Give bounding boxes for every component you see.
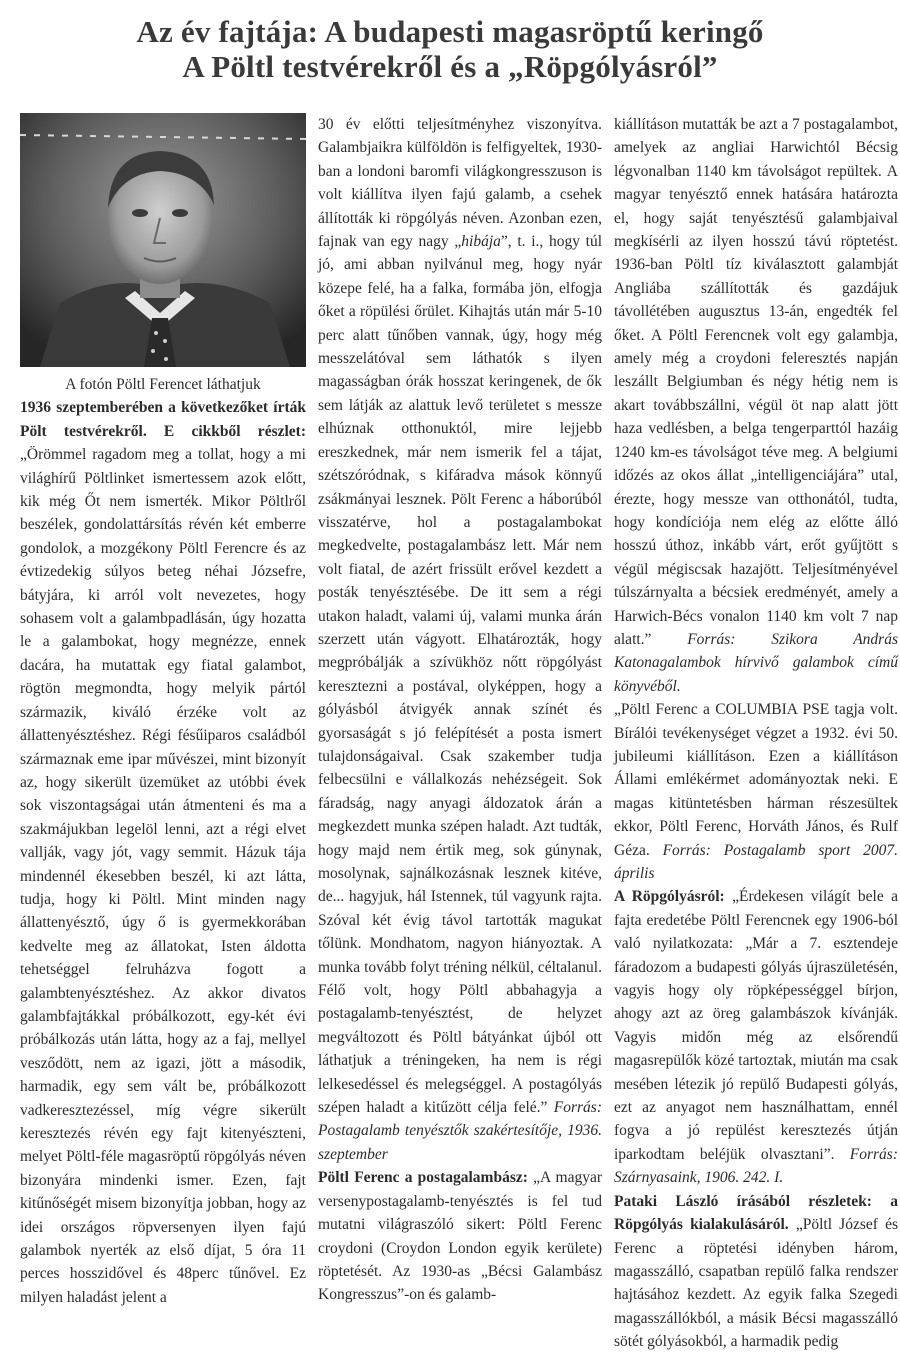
title-line-2: A Pöltl testvérekről és a „Röpgólyásról” bbox=[182, 49, 718, 84]
col3-body-a: kiállításon mutatták be azt a 7 postagalambot, amelyek az angliai Harwichtól Bécsig légvonalban 1140 km távolságot repültek. A magyar tenyésztő ennek hatására határozta el, hogy saját tenyésztésű galambjaival megkísérli az ilyen hosszú távú röptetést. 1936-ban Pöltl tíz kiválasztott galambját Angliába szállították és gazdájuk távollétében augusztus 13-án, engedték fel őket. A Pöltl Ferencnek volt egy galambja, amely még a croydoni feleresztés napján leszállt Belgiumban és négy hétig nem is akart továbbszállni, végül öt nap alatt jött haza vedlésben, a belga tengerparttól hazáig 1240 km-es távolságot téve meg. A belgiumi időzés az okos állat „intelligenciájára” utal, érezte, hogy messze van otthonától, tudta, hogy kondíciója nem elég az előtte álló hosszú úthoz, inkább várt, erőt gyűjtött s végül mégiscsak hazajött. Teljesítményével túlszárnyalta a bécsiek eredményét, amely a Harwich-Bécs vonalon 1140 km volt 7 nap alatt.” bbox=[614, 116, 898, 648]
col3-paragraph-2 bbox=[614, 698, 898, 885]
col3-body-d: „Pöltl József és Ferenc a röptetési idényben három, magasszálló, csapatban repülő falka rendszer hajtásához kezdett. Az egyik falka Szegedi magasszállókból, a másik Bécsi magasszálló sötét gólyásokból, a harmadik pedig bbox=[614, 1216, 898, 1351]
column-3 bbox=[614, 113, 899, 1351]
col1-body: „Örömmel ragadom meg a tollat, hogy a mi világhírű Pöltlinket ismertessem azok előtt, kik még Őt nem ismerték. Mikor Pöltlről beszélek, gondolattársítás révén két emberre gondolok, a mozgékony Pöltl Ferencre és az évtizedekig súlyos beteg néhai Józsefre, bátyjára, ki arról volt nevezetes, hogy sohasem volt a galambpadlásán, úgy hozatta le a galambokat, hogy megnézze, ennek dacára, ha mutattak egy fiatal galambot, rögtön megmondta, hogy melyik pártól származik, kiváló érzéke volt az állattenyésztéshez. Régi fésűiparos családból származnak eme ipar művészei, mint bizonyít az, hogy sikerült üzemüket az utóbbi évek sok viszontagságai után átmenteni és ma a szakmájukban legelöl lenni, azt a régi elvet vallják, vagy jót, vagy semmit. Házuk tája mindennél ékesebben beszél, ki azt látta, tudja, hogy ki Pöltl. Mint minden nagy állattenyésztő, úgy ő is gyermekkorában kedvelte meg az állatokat, Isten áldotta tehetséggel felruházva fogott a galambtenyésztéshez. Az akkor divatos galambfajtákkal próbálkozott, egy-két évi próbálkozás után látta, hogy az a faj, mellyel vesződött, nem az igazi, jött a második, harmadik, egy sem vált be, próbálkozott vadkeresztezéssel, míg végre sikerült keresztezés révén egy fajt kitenyészteni, melyet Pöltl-féle magasröptű röpgólyás néven bizonyára mindenki ismer. Ezen, fajt kitűnőségét misem bizonyítja jobban, hogy az idei országos röpversenyen ilyen fajú galambok nyerték az első díjat, 5 óra 11 perces hosszidővel és 48perc tűnővel. Ez milyen haladást jelent a bbox=[20, 446, 306, 1306]
column-1 bbox=[20, 113, 306, 1306]
col3-body-b: „Pöltl Ferenc a COLUMBIA PSE tagja volt. Bírálói tevékenységet végzet a 1932. évi 50. jubileumi kiállításon. Ezen a kiállításon Állami emlékérmet adományoztak neki. E magas kitüntetésben hárman részesültek ekkor, Pöltl Ferenc, Horváth János, és Rulf Géza. bbox=[614, 701, 898, 859]
col2-body-b: ”, t. i., hogy túl jó, ami abban nyilvánul meg, hogy nyár közepe felé, ha a falka, formába jön, elfogja őket a röpülési őrület. Kihajtás után már 5-10 perc alatt tűnőben vannak, úgy, hogy még messzelátóval sem láthatók s ilyen magasságban órák hosszat keringenek, de ők sem látják az alattuk levő területet s messze elhúznak otthonuktól, mire lejjebb ereszkednek, már nem ismerik fel a tájat, szétszóródnak, s kifáradva mások könnyű zsákmányai lesznek. Pölt Ferenc a háborúból visszatérve, hol a postagalambokat megkedvelte, postagalambász lett. Már nem volt fiatal, de azért frissült erővel kezdett a posták tenyésztésébe. De itt sem a régi utakon haladt, valami új, valami munka árán szerzett után vágyott. Elhatározták, hogy megpróbálják a szívükhöz nőtt röpgólyást keresztezni a postával, olyképpen, hogy a gólyásból átvigyék annak színét és gyorsaságát s jó felépítését a posta ismert tulajdonságaival. Csak szakember tudja felbecsülni e vállalkozás nehézségeit. Sok fáradság, nagy anyagi áldozatok árán a megkezdett munka szépen haladt. Azt tudták, hogy majd nem értik meg, sok gúnynak, mosolynak, sajnálkozásnak lesznek kitéve, de... hagyjuk, hál Istennek, túl vagyunk rajta. Szóval két évig távol tartották magukat tőlünk. Mondhatom, nagyon hiányoztak. A munka tovább folyt tréning nélkül, céltalanul. Félő volt, hogy Pöltl abbahagyja a postagalamb-tenyésztést, de helyzet megváltozott és Pöltl bátyánkat újból ott láthatjuk a tréningeken, ha nem is régi lelkesedéssel és melegséggel. A postagólyás szépen haladt a kitűzött célja felé.” bbox=[318, 233, 603, 1117]
col2-paragraph-1 bbox=[318, 113, 602, 1166]
portrait-photo-image bbox=[20, 113, 306, 367]
column-2 bbox=[318, 113, 603, 1304]
col2-lead-bold: Pöltl Ferenc a postagalambász: bbox=[318, 1169, 528, 1187]
col1-paragraph bbox=[20, 396, 306, 1309]
col3-paragraph-1 bbox=[614, 113, 898, 698]
col3-paragraph-4 bbox=[614, 1190, 898, 1354]
col3-lead-bold-1: A Röpgólyásról: bbox=[614, 888, 725, 906]
photo-caption: A fotón Pöltl Ferencet láthatjuk bbox=[65, 376, 261, 393]
col2-paragraph-2 bbox=[318, 1166, 602, 1306]
title-line-1: Az év fajtája: A budapesti magasröptű keringő bbox=[136, 14, 764, 49]
col2-hiba: hibája bbox=[461, 233, 501, 251]
col3-body-c: „Érdekesen világít bele a fajta eredetébe Pöltl Ferencnek egy 1906-ból való nyilatkozata: „Már a 7. esztendeje fáradozom a budapesti gólyás újraszületésén, vagyis hogy oly röpképességgel bírjon, ahogy azt az öreg galambászok kívánják. Vagyis midőn még az elsőrendű magasrepülők közé tartoztak, miután ma csak mesében létezik jó repülő Budapesti gólyás, ezt az anyagot nem használhattam, ennél fogva a jó repülést keresztezés útján iparkodtam beléjük olvasztani”. bbox=[614, 888, 899, 1163]
article-title bbox=[0, 14, 900, 84]
col3-lead-bold-2: Pataki László írásából részletek: a Röpgólyás kialakulásáról. bbox=[614, 1192, 898, 1234]
col1-lead-bold: 1936 szeptemberében a következőket írták Pölt testvérekről. E cikkből részlet: bbox=[20, 399, 306, 440]
col2-source-1: Forrás: Postagalamb tenyésztők szakértesítője, 1936. szeptember bbox=[318, 1099, 602, 1163]
col3-paragraph-3 bbox=[614, 885, 898, 1189]
portrait-photo bbox=[20, 113, 306, 367]
col2-body-c: „A magyar versenypostagalamb-tenyésztés is fel tud mutatni világraszóló sikert: Pöltl Ferenc croydoni (Croydon London egyik kerülete) röptetését. Az 1930-as „Bécsi Galambász Kongresszus”-on és galamb- bbox=[318, 1169, 603, 1304]
col3-source-2: Forrás: Postagalamb sport 2007. április bbox=[614, 841, 898, 882]
col3-source-3: Forrás: Szárnyasaink, 1906. 242. I. bbox=[614, 1145, 898, 1187]
col2-body-a: 30 év előtti teljesítményhez viszonyítva. Galambjaikra külföldön is felfigyeltek, 1930-ban a londoni baromfi világkongresszuson is volt kiállítva ilyen fajú galamb, a csehek állították ki röpgólyás néven. Azonban ezen, fajnak van egy nagy „ bbox=[318, 116, 602, 251]
col3-source-1: Forrás: Szikora András Katonagalambok hírvivő galambok című könyvéből. bbox=[614, 630, 898, 695]
